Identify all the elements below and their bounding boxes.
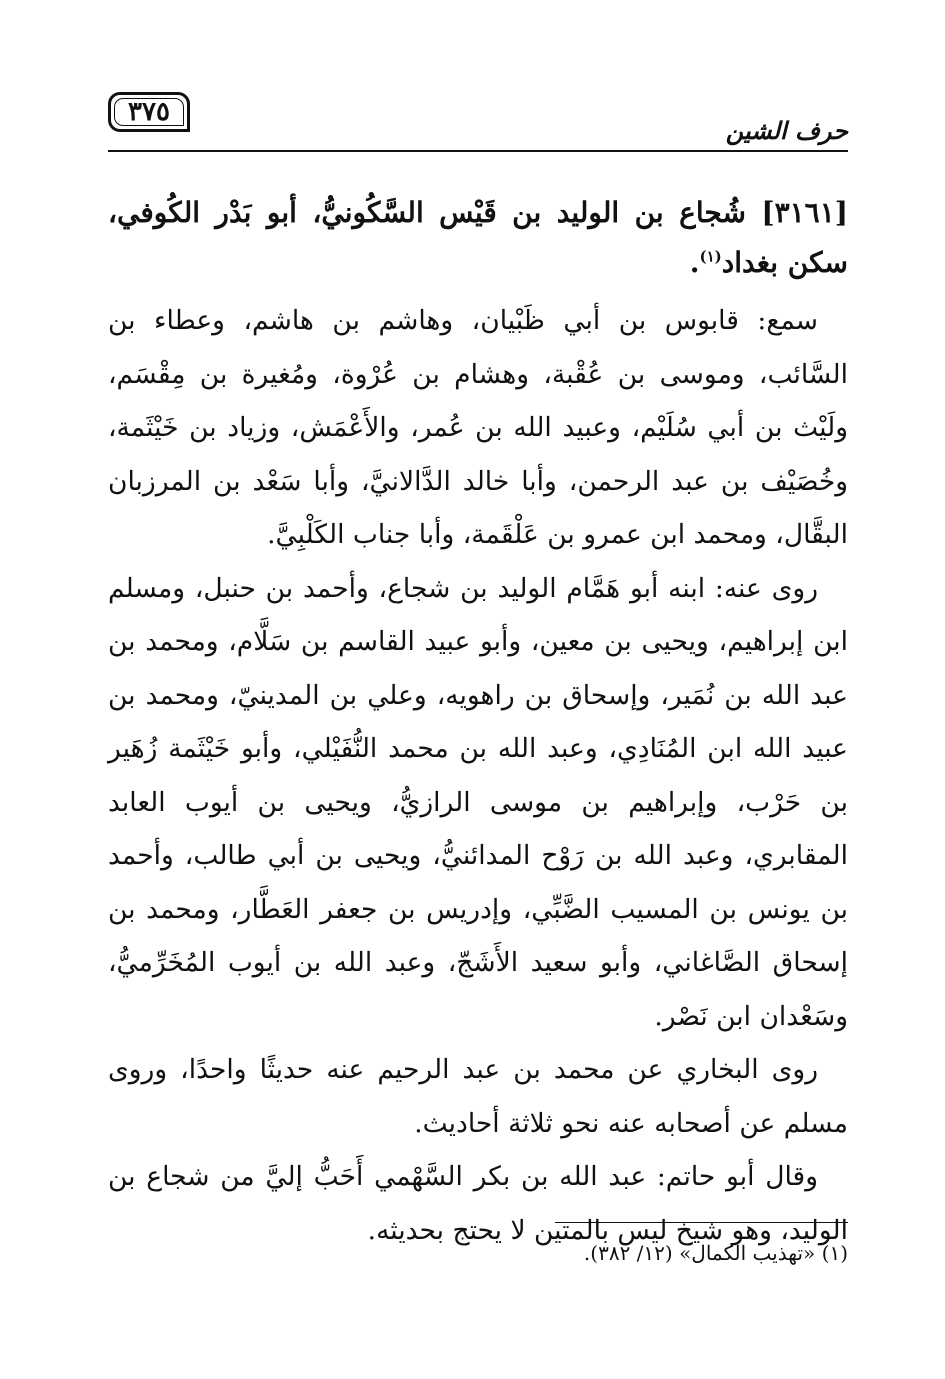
entry-body xyxy=(108,188,848,1257)
page-header xyxy=(108,88,848,158)
paragraph-assessment: وقال أبو حاتم: عبد الله بن بكر السَّهْمي أَحَبُّ إليَّ من شجاع بن الوليد، وهو شيخ ليس بالمتين لا يحتج بحديثه. xyxy=(108,1161,848,1246)
page-number: ٣٧٥ xyxy=(108,92,190,132)
footnote-marker: (١) xyxy=(699,247,722,266)
footnote: (١) «تهذيب الكمال» (١٢/ ٣٨٢). xyxy=(583,1241,848,1265)
entry-heading-end: . xyxy=(689,246,700,279)
header-divider xyxy=(108,150,848,152)
entry-number: [٣١٦١] xyxy=(761,196,848,229)
paragraph-teachers: سمع: قابوس بن أبي ظَبْيان، وهاشم بن هاشم، وعطاء بن السَّائب، وموسى بن عُقْبة، وهشام بن عُرْوة، ومُغيرة بن مِقْسَم، ولَيْث بن أبي سُلَيْم، وعبيد الله بن عُمر، والأَعْمَش، وزياد بن خَيْثَمة، وخُصَيْف بن عبد الرحمن، وأبا خالد الدَّالانيَّ، وأبا سَعْد بن المرزبان البقَّال، ومحمد ابن عمرو بن عَلْقَمة، وأبا جناب الكَلْبِيَّ. xyxy=(108,305,848,550)
running-title: حرف الشين xyxy=(725,116,848,145)
paragraph-narrations: روى البخاري عن محمد بن عبد الرحيم عنه حديثًا واحدًا، وروى مسلم عن أصحابه عنه نحو ثلاثة أحاديث. xyxy=(108,1054,848,1139)
paragraph-students: روى عنه: ابنه أبو هَمَّام الوليد بن شجاع، وأحمد بن حنبل، ومسلم ابن إبراهيم، ويحيى بن معين، وأبو عبيد القاسم بن سَلَّام، ومحمد بن عبد الله بن نُمَير، وإسحاق بن راهويه، وعلي بن المدينيّ، ومحمد بن عبيد الله ابن المُنَادِي، وعبد الله بن محمد النُّفَيْلي، وأبو خَيْثَمة زُهَير بن حَرْب، وإبراهيم بن موسى الرازيُّ، ويحيى بن أيوب العابد المقابري، وعبد الله بن رَوْح المدائنيُّ، ويحيى بن أبي طالب، وأحمد بن يونس بن المسيب الضَّبِّي، وإدريس بن جعفر العَطَّار، ومحمد بن إسحاق الصَّاغاني، وأبو سعيد الأَشَجّ، وعبد الله بن أيوب المُخَرِّميُّ، وسَعْدان ابن نَصْر. xyxy=(108,572,848,1032)
entry-title: شُجاع بن الوليد بن قَيْس السَّكُونيُّ، أبو بَدْر الكُوفي، سكن بغداد xyxy=(108,196,848,279)
entry-heading xyxy=(108,188,848,288)
footnote-divider xyxy=(555,1222,848,1223)
